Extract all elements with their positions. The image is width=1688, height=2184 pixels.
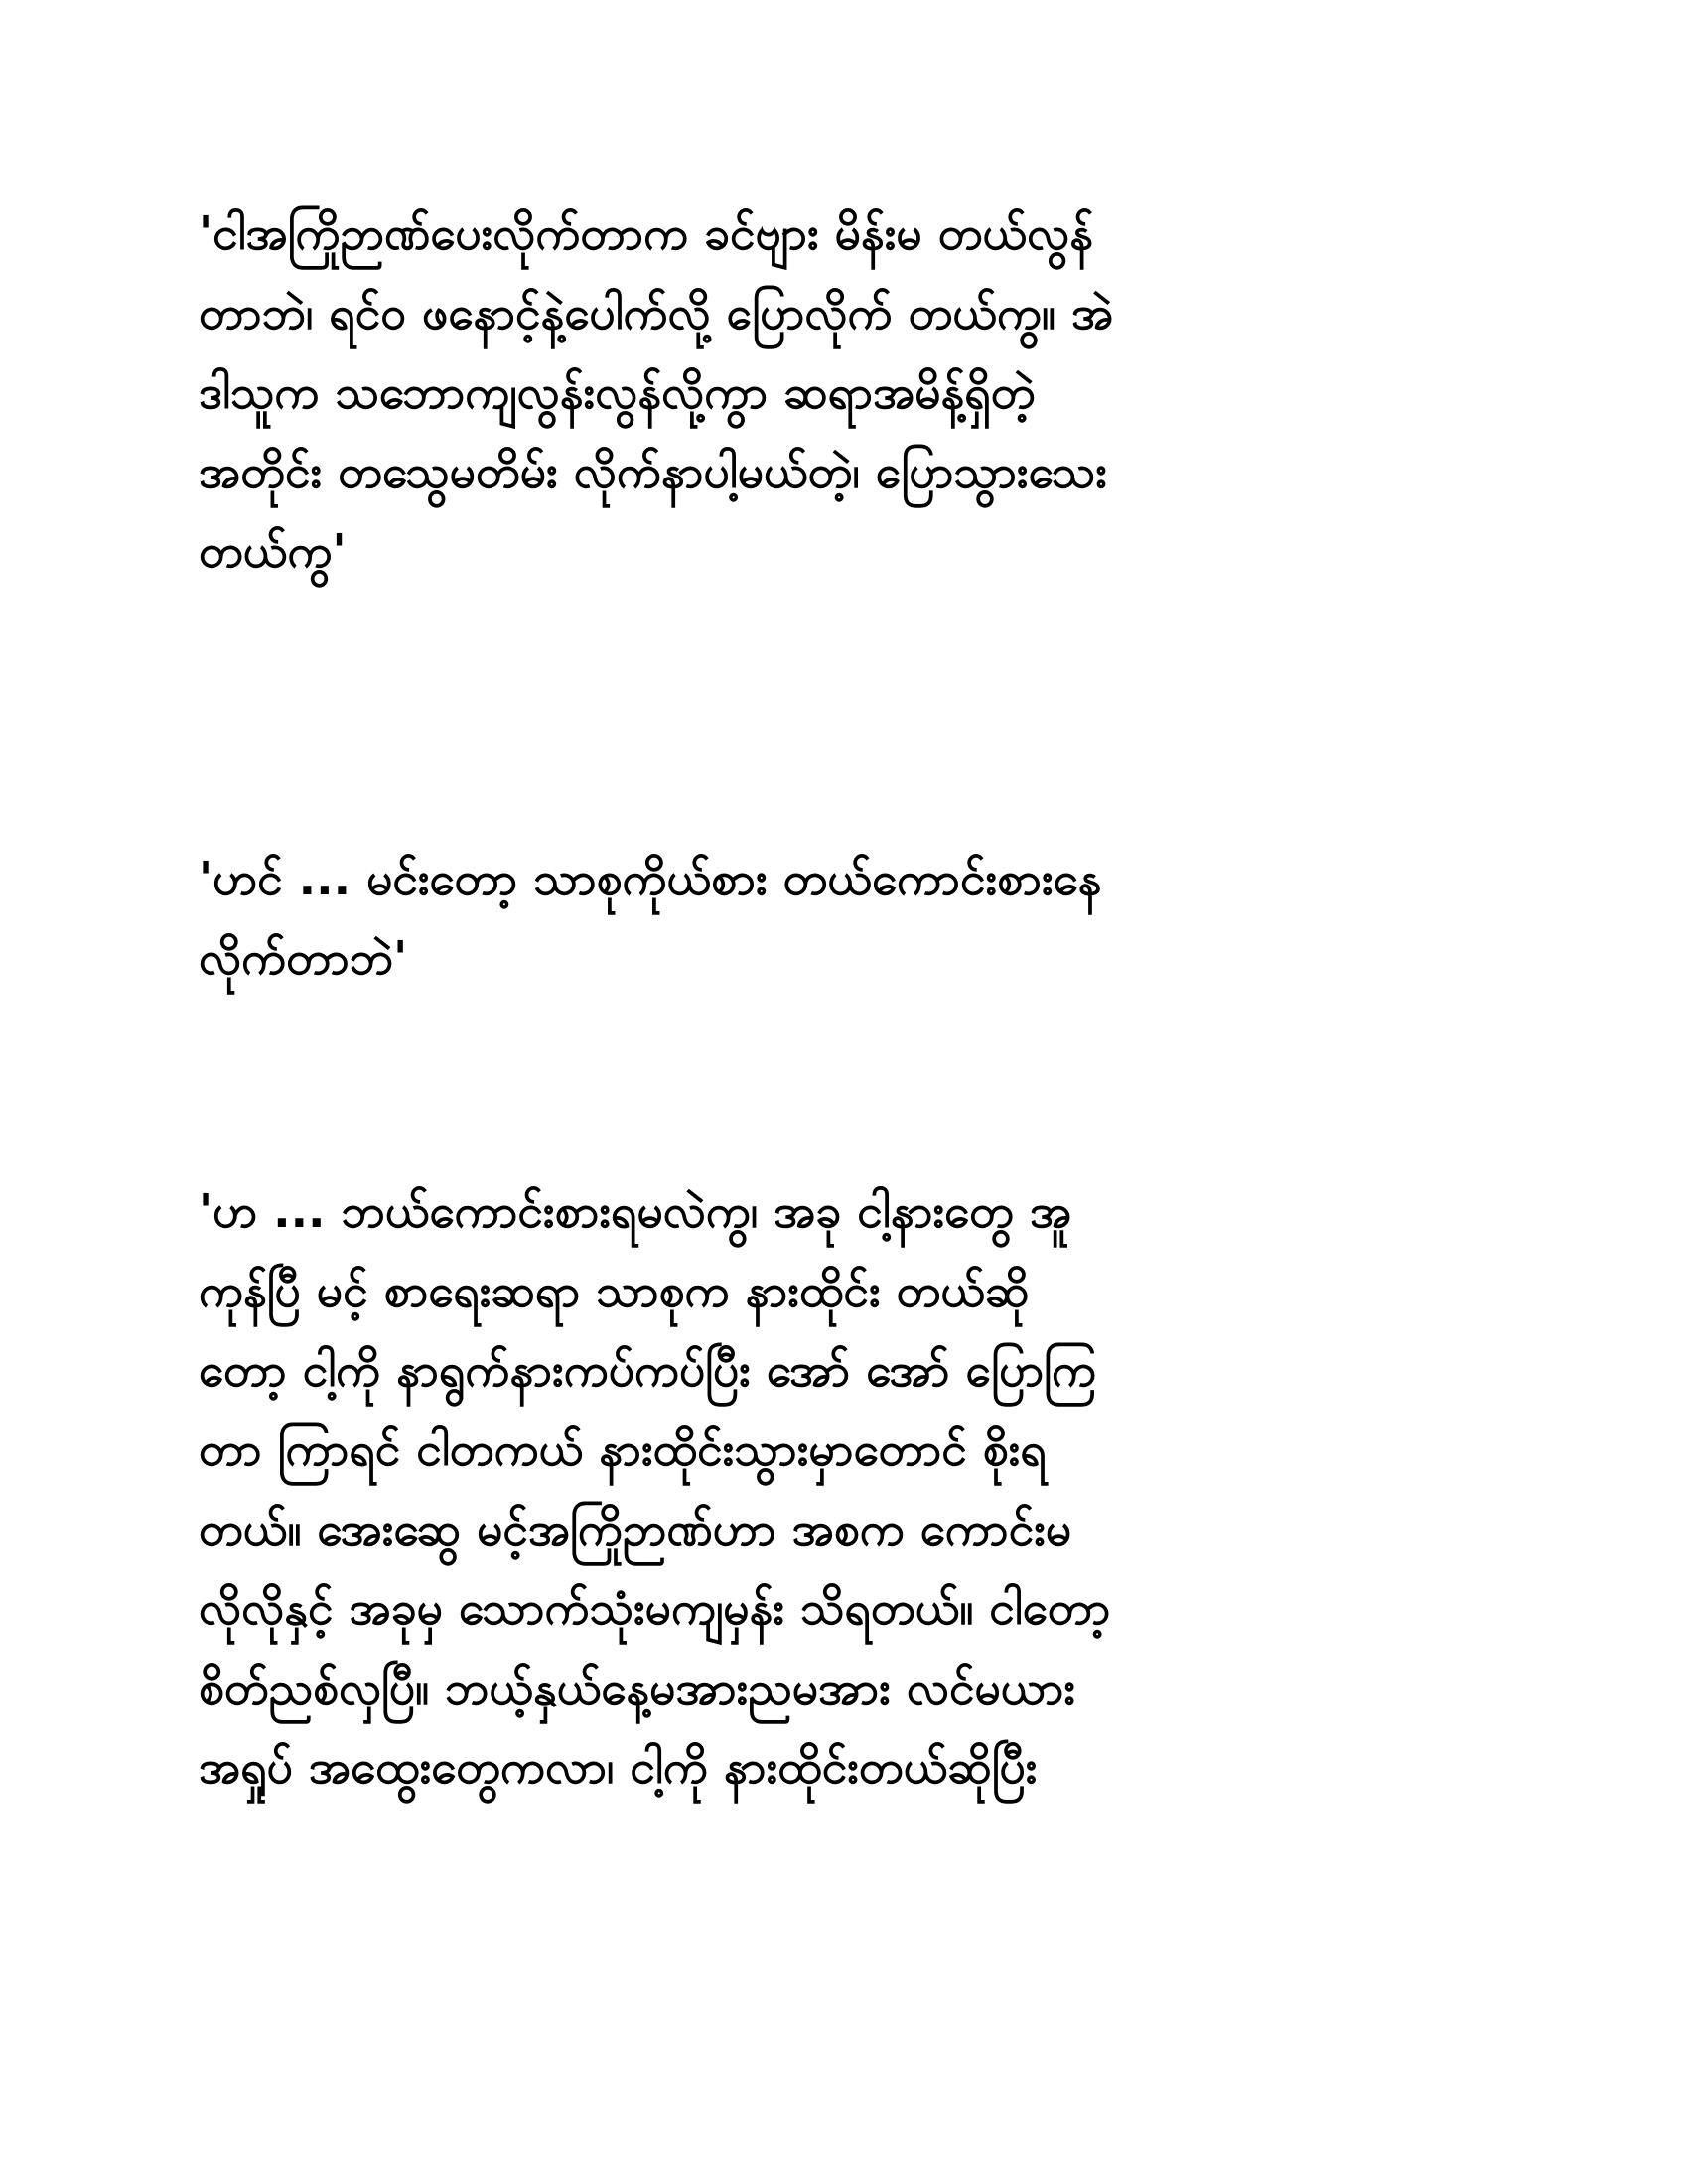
- text-line: 'ဟင် ... မင်းတော့ သာစုကိုယ်စား တယ်ကောင်းစားနေ: [199, 852, 1102, 905]
- text-line: စိတ်ညစ်လှပြီ။ ဘယ့်နှယ်နေ့မအားညမအား လင်မယား: [199, 1661, 1076, 1714]
- text-line: လိုက်တာဘဲ': [199, 931, 408, 985]
- text-line: အတိုင်း တသွေမတိမ်း လိုက်နာပါ့မယ်တဲ့၊ ပြောသွားသေး: [199, 445, 1107, 498]
- text-line: တာဘဲ၊ ရင်ဝ ဖနောင့်နဲ့ပေါက်လို့ ပြောလိုက် တယ်ကွ။ အဲ: [199, 286, 1114, 340]
- text-line: တယ်။ အေးဆွေ မင့်အကြိုဉာဏ်ဟာ အစက ကောင်းမ: [199, 1502, 1072, 1556]
- text-line: ကုန်ပြီ မင့် စာရေးဆရာ သာစုက နားထိုင်း တယ်ဆို: [199, 1264, 1030, 1317]
- text-line: 'ဟ ... ဘယ်ကောင်းစားရမလဲကွ၊ အခု ငါ့နားတွေ အူ: [199, 1184, 1072, 1238]
- text-line: အရှုပ် အထွေးတွေကလာ၊ ငါ့ကို နားထိုင်းတယ်ဆိုပြီး: [199, 1740, 1038, 1794]
- text-line: တာ ကြာရင် ငါတကယ် နားထိုင်းသွားမှာတောင် စိုးရ: [199, 1423, 1047, 1476]
- paragraph-3: [199, 1171, 1509, 1807]
- paragraph-1: [199, 194, 1509, 591]
- paragraph-2: [199, 839, 1509, 998]
- text-line: ဒါသူက သဘောကျလွန်းလွန်လို့ကွာ ဆရာအမိန့်ရှိတဲ့: [199, 365, 1036, 419]
- text-line: တယ်ကွ': [199, 524, 347, 578]
- text-line: 'ငါအကြိုဉာဏ်ပေးလိုက်တာက ခင်ဗျား မိန်းမ တယ်လွန်: [199, 206, 1094, 260]
- text-line: လိုလိုနှင့် အခုမှ သောက်သုံးမကျမှန်း သိရတယ်။ ငါတော့: [199, 1581, 1111, 1635]
- text-line: တော့ ငါ့ကို နာရွက်နားကပ်ကပ်ပြီး အော် အော် ပြောကြ: [199, 1343, 1097, 1397]
